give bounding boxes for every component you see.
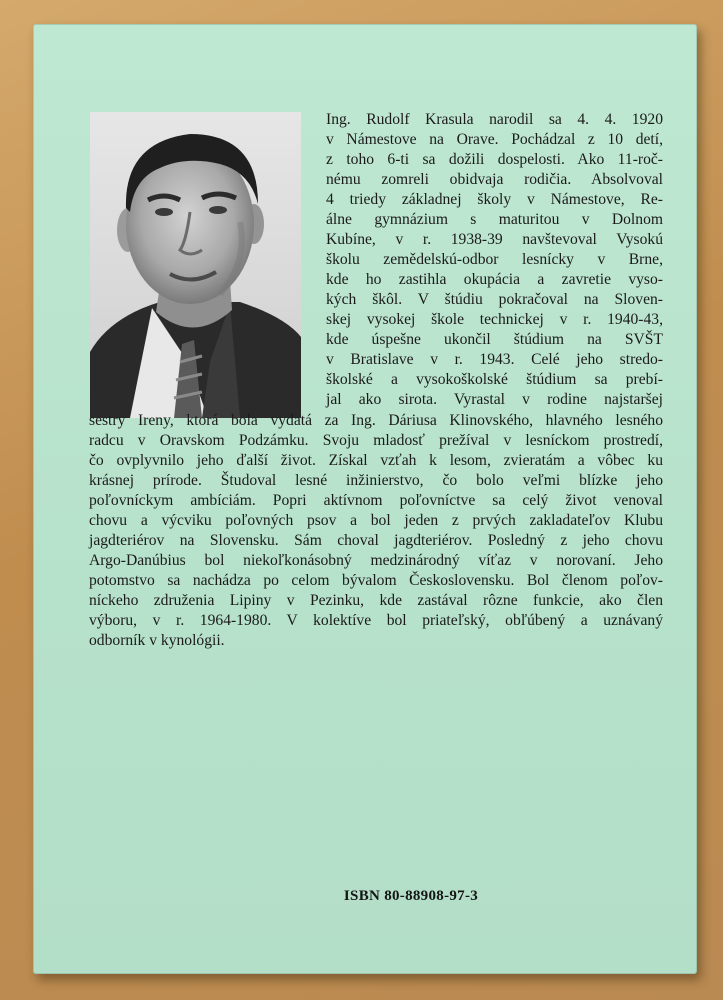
bio-text-line: kých škôl. V štúdiu pokračoval na Sloven- <box>326 291 663 308</box>
bio-text-line: kde úspešne ukončil štúdium na SVŠT <box>326 331 663 348</box>
bio-text-line: kde ho zastihla okupácia a zavretie vyso- <box>326 271 663 288</box>
bio-text-line: skej vysokej škole technickej v r. 1940-43, <box>326 311 663 328</box>
bio-text-line: v Bratislave v r. 1943. Celé jeho stredo- <box>326 351 663 368</box>
isbn-number <box>33 888 697 905</box>
bio-text-line: čo ovplyvnilo jeho ďalší život. Získal vzťah k lesom, zvieratám a vôbec ku <box>89 452 663 469</box>
book-back-cover <box>33 24 697 974</box>
bio-text-line: školské a vysokoškolské štúdium sa prebí- <box>326 371 663 388</box>
isbn-text: ISBN 80-88908-97-3 <box>343 888 479 904</box>
bio-text-line: nému zomreli obidvaja rodičia. Absolvoval <box>326 171 663 188</box>
bio-text-line: chovu a výcviku poľovných psov a bol jeden z prvých zakladateľov Klubu <box>89 512 663 529</box>
bio-text-line: radcu v Oravskom Podzámku. Svoju mladosť prežíval v lesníckom prostredí, <box>89 432 663 449</box>
bio-text-line: odborník v kynológii. <box>89 632 225 649</box>
bio-text-line: 4 triedy základnej školy v Námestove, Re- <box>326 191 663 208</box>
bio-text-line: álne gymnázium s maturitou v Dolnom <box>326 211 663 228</box>
bio-text-line: sestry Ireny, ktorá bola vydatá za Ing. Dáriusa Klinovského, hlavného lesného <box>89 412 663 429</box>
bio-text-line: školu zemědelskú-odbor lesnícky v Brne, <box>326 251 663 268</box>
bio-text-line: výboru, v r. 1964-1980. V kolektíve bol priateľský, obľúbený a uznávaný <box>89 612 663 629</box>
author-portrait-photo <box>90 112 301 418</box>
bio-text-line: Kubíne, v r. 1938-39 navštevoval Vysokú <box>326 231 663 248</box>
bio-text-line: jagdteriérov na Slovensku. Sám choval jagdteriérov. Posledný z jeho chovu <box>89 532 663 549</box>
bio-text-line: poľovníckym ambíciám. Popri aktívnom poľovníctve sa celý život venoval <box>89 492 663 509</box>
bio-text-line: níckeho združenia Lipiny v Pezinku, kde zastával rôzne funkcie, ako člen <box>89 592 663 609</box>
bio-text-line: z toho 6-ti sa dožili dospelosti. Ako 11-roč- <box>326 151 663 168</box>
bio-text-line: potomstvo sa nachádza po celom bývalom Československu. Bol členom poľov- <box>89 572 663 589</box>
bio-text-line: v Námestove na Orave. Pochádzal z 10 detí, <box>326 131 663 148</box>
bio-text-line: krásnej prírode. Študoval lesné inžinierstvo, čo bolo veľmi blízke jeho <box>89 472 663 489</box>
bio-text-line: Argo-Danúbius bol niekoľkonásobný medzinárodný víťaz v norovaní. Jeho <box>89 552 663 569</box>
bio-text-line: Ing. Rudolf Krasula narodil sa 4. 4. 1920 <box>326 111 663 128</box>
bio-text-line: jal ako sirota. Vyrastal v rodine najstaršej <box>326 391 663 408</box>
